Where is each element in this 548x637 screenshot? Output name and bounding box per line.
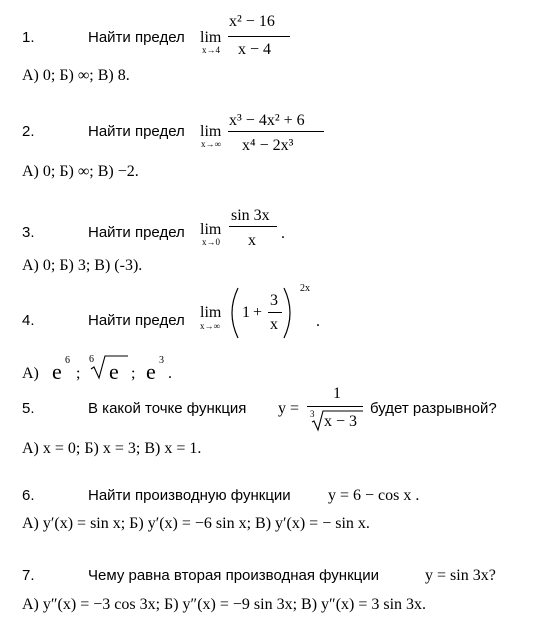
q3-denominator: x	[248, 232, 256, 249]
q5-number: 5.	[22, 400, 35, 417]
q5-text: В какой точке функция	[88, 400, 247, 417]
q1-number: 1.	[22, 29, 35, 46]
q6-answers: А) y′(x) = sin x; Б) y′(x) = −6 sin x; В) y′(x) = − sin x.	[22, 515, 370, 532]
q5-numerator: 1	[333, 385, 341, 402]
q4-plus: +	[253, 304, 263, 321]
q3-lim-sub: x→0	[202, 237, 220, 247]
q3-numerator: sin 3x	[231, 207, 270, 224]
q4-tail: .	[316, 313, 320, 330]
q4-power: 2x	[300, 283, 310, 294]
q2-number: 2.	[22, 123, 35, 140]
q4-lim-sub: x→∞	[200, 321, 220, 331]
q4-sep1: ;	[76, 365, 81, 382]
q3-text: Найти предел	[88, 224, 185, 241]
q5-root-index: 3	[310, 409, 315, 419]
q4-numerator: 3	[270, 292, 278, 309]
q3-number: 3.	[22, 224, 35, 241]
q4-text: Найти предел	[88, 312, 185, 329]
q7-function: y = sin 3x?	[425, 567, 496, 584]
q4-sep2: ;	[131, 365, 136, 382]
q4-e6-base: e	[52, 359, 62, 384]
q5-tail: будет разрывной?	[370, 400, 497, 417]
q3-answers: А) 0; Б) 3; В) (-3).	[22, 257, 143, 274]
q1-lim-sub: x→4	[202, 45, 220, 55]
q4-end: .	[168, 365, 172, 382]
q5-answers: А) x = 0; Б) x = 3; В) x = 1.	[22, 440, 202, 457]
q6-function: y = 6 − cos x .	[328, 487, 420, 504]
q7-answers: А) y″(x) = −3 cos 3x; Б) y″(x) = −9 sin 3x; В) y″(x) = 3 sin 3x.	[22, 596, 427, 613]
q4-e3-base: e	[146, 359, 156, 384]
q2-denominator: x⁴ − 2x³	[242, 137, 294, 154]
q2-fraction-bar	[228, 131, 324, 132]
q2-text: Найти предел	[88, 123, 185, 140]
q2-answers: А) 0; Б) ∞; В) −2.	[22, 163, 139, 180]
q7-number: 7.	[22, 567, 35, 584]
q5-lhs: y =	[278, 400, 300, 417]
q1-denominator: x − 4	[238, 41, 272, 58]
q1-lim: lim	[200, 29, 222, 46]
q1-text: Найти предел	[88, 29, 185, 46]
q3-lim: lim	[200, 221, 222, 238]
q3-fraction-bar	[229, 226, 277, 227]
q2-lim-sub: x→∞	[201, 139, 221, 149]
q6-number: 6.	[22, 487, 35, 504]
q4-lim: lim	[200, 304, 222, 321]
q4-root-index: 6	[89, 354, 94, 365]
q4-answer-a: А)	[22, 365, 39, 382]
q7-text: Чему равна вторая производная функции	[88, 567, 380, 584]
q5-fraction-bar	[307, 406, 363, 407]
q4-e3-power: 3	[159, 355, 164, 366]
q1-numerator: x² − 16	[229, 13, 275, 30]
q4-denominator: x	[270, 316, 278, 333]
q4-e6-power: 6	[65, 355, 70, 366]
q4-number: 4.	[22, 312, 35, 329]
q6-text: Найти производную функции	[88, 487, 291, 504]
q1-answers: А) 0; Б) ∞; В) 8.	[22, 67, 130, 84]
q4-fraction-bar	[268, 312, 282, 313]
q4-root-arg: e	[109, 359, 119, 384]
q3-tail: .	[281, 225, 285, 242]
q1-fraction-bar	[228, 36, 290, 37]
q4-one: 1	[242, 304, 250, 321]
q2-lim: lim	[200, 123, 222, 140]
q2-numerator: x³ − 4x² + 6	[229, 112, 305, 129]
q5-denominator: x − 3	[324, 413, 358, 430]
